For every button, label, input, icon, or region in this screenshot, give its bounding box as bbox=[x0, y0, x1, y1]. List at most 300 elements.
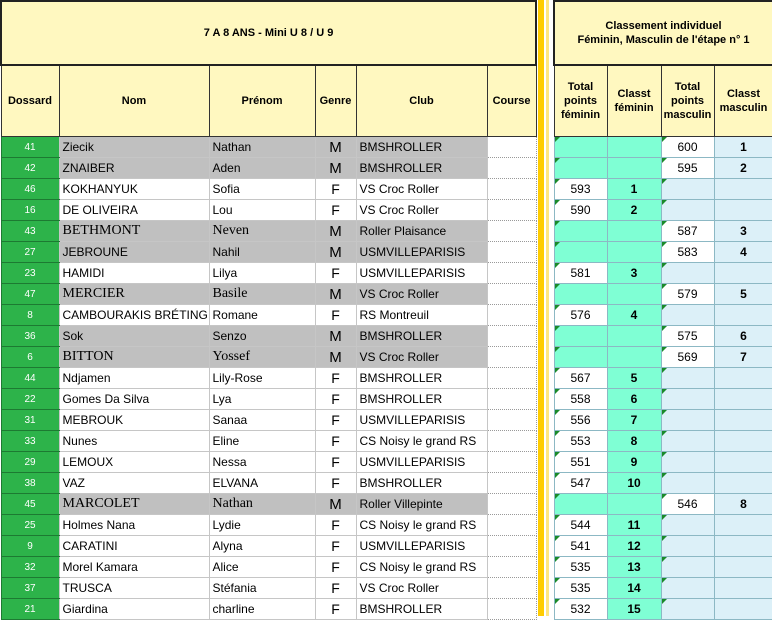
club-cell[interactable]: VS Croc Roller bbox=[356, 578, 487, 599]
prenom-cell[interactable]: Lilya bbox=[209, 263, 315, 284]
classt-masculin-cell[interactable] bbox=[714, 557, 772, 578]
classt-masculin-cell[interactable] bbox=[714, 305, 772, 326]
total-feminin-cell[interactable] bbox=[554, 221, 607, 242]
nom-cell[interactable]: JEBROUNE bbox=[59, 242, 209, 263]
classt-feminin-cell[interactable] bbox=[607, 242, 661, 263]
classt-feminin-cell[interactable]: 4 bbox=[607, 305, 661, 326]
total-feminin-cell[interactable]: 576 bbox=[554, 305, 607, 326]
classt-masculin-cell[interactable] bbox=[714, 473, 772, 494]
classt-feminin-cell[interactable]: 11 bbox=[607, 515, 661, 536]
total-masculin-cell[interactable] bbox=[661, 452, 714, 473]
course-cell[interactable] bbox=[487, 536, 536, 557]
classt-masculin-cell[interactable]: 7 bbox=[714, 347, 772, 368]
total-masculin-cell[interactable]: 579 bbox=[661, 284, 714, 305]
nom-cell[interactable]: VAZ bbox=[59, 473, 209, 494]
cell-marker-icon bbox=[555, 557, 560, 562]
genre-cell[interactable]: M bbox=[315, 326, 356, 347]
total-feminin-cell[interactable]: 551 bbox=[554, 452, 607, 473]
genre-cell[interactable]: M bbox=[315, 221, 356, 242]
prenom-cell[interactable]: Neven bbox=[209, 221, 315, 242]
dossard-cell[interactable]: 47 bbox=[1, 284, 59, 305]
classt-feminin-cell[interactable]: 9 bbox=[607, 452, 661, 473]
course-cell[interactable] bbox=[487, 347, 536, 368]
dossard-cell[interactable]: 32 bbox=[1, 557, 59, 578]
table-row[interactable] bbox=[1, 515, 536, 536]
club-cell[interactable]: BMSHROLLER bbox=[356, 599, 487, 620]
genre-cell[interactable]: F bbox=[315, 410, 356, 431]
total-masculin-cell[interactable] bbox=[661, 473, 714, 494]
genre-cell[interactable]: F bbox=[315, 578, 356, 599]
nom-cell[interactable]: HAMIDI bbox=[59, 263, 209, 284]
ranking-row[interactable] bbox=[554, 221, 772, 242]
total-feminin-cell[interactable] bbox=[554, 326, 607, 347]
classt-feminin-cell[interactable]: 10 bbox=[607, 473, 661, 494]
dossard-cell[interactable]: 42 bbox=[1, 158, 59, 179]
genre-cell[interactable]: F bbox=[315, 179, 356, 200]
classt-masculin-cell[interactable] bbox=[714, 179, 772, 200]
header-classt-feminin[interactable]: Classt féminin bbox=[607, 65, 661, 137]
cell-marker-icon bbox=[555, 158, 560, 163]
club-cell[interactable]: RS Montreuil bbox=[356, 305, 487, 326]
cell-marker-icon bbox=[555, 389, 560, 394]
course-cell[interactable] bbox=[487, 179, 536, 200]
classt-masculin-cell[interactable]: 4 bbox=[714, 242, 772, 263]
club-cell[interactable]: BMSHROLLER bbox=[356, 137, 487, 158]
table-row[interactable] bbox=[1, 389, 536, 410]
dossard-cell[interactable]: 33 bbox=[1, 431, 59, 452]
total-masculin-cell[interactable] bbox=[661, 599, 714, 620]
classt-masculin-cell[interactable] bbox=[714, 452, 772, 473]
classt-feminin-cell[interactable] bbox=[607, 137, 661, 158]
cell-marker-icon bbox=[662, 557, 667, 562]
club-cell[interactable]: USMVILLEPARISIS bbox=[356, 242, 487, 263]
course-cell[interactable] bbox=[487, 578, 536, 599]
course-cell[interactable] bbox=[487, 368, 536, 389]
prenom-cell[interactable]: ELVANA bbox=[209, 473, 315, 494]
total-feminin-cell[interactable]: 553 bbox=[554, 431, 607, 452]
table-row[interactable] bbox=[1, 473, 536, 494]
header-total-masculin[interactable]: Total points masculin bbox=[661, 65, 714, 137]
prenom-cell[interactable]: Eline bbox=[209, 431, 315, 452]
genre-cell[interactable]: F bbox=[315, 515, 356, 536]
table-row[interactable] bbox=[1, 599, 536, 620]
classt-feminin-cell[interactable] bbox=[607, 221, 661, 242]
ranking-row[interactable] bbox=[554, 578, 772, 599]
total-masculin-cell[interactable]: 600 bbox=[661, 137, 714, 158]
classt-feminin-cell[interactable] bbox=[607, 326, 661, 347]
classt-masculin-cell[interactable] bbox=[714, 578, 772, 599]
ranking-row[interactable] bbox=[554, 389, 772, 410]
course-cell[interactable] bbox=[487, 221, 536, 242]
club-cell[interactable]: Roller Plaisance bbox=[356, 221, 487, 242]
total-feminin-cell[interactable]: 547 bbox=[554, 473, 607, 494]
classt-feminin-cell[interactable] bbox=[607, 494, 661, 515]
course-cell[interactable] bbox=[487, 389, 536, 410]
ranking-row[interactable] bbox=[554, 431, 772, 452]
total-masculin-cell[interactable] bbox=[661, 431, 714, 452]
course-cell[interactable] bbox=[487, 284, 536, 305]
nom-cell[interactable]: DE OLIVEIRA bbox=[59, 200, 209, 221]
club-cell[interactable]: VS Croc Roller bbox=[356, 284, 487, 305]
table-row[interactable] bbox=[1, 326, 536, 347]
total-feminin-cell[interactable]: 541 bbox=[554, 536, 607, 557]
table-row[interactable] bbox=[1, 242, 536, 263]
genre-cell[interactable]: F bbox=[315, 263, 356, 284]
table-row[interactable] bbox=[1, 578, 536, 599]
nom-cell[interactable]: Morel Kamara bbox=[59, 557, 209, 578]
nom-cell[interactable]: KOKHANYUK bbox=[59, 179, 209, 200]
classt-masculin-cell[interactable] bbox=[714, 410, 772, 431]
club-cell[interactable]: BMSHROLLER bbox=[356, 389, 487, 410]
total-masculin-cell[interactable] bbox=[661, 368, 714, 389]
header-prenom[interactable]: Prénom bbox=[209, 65, 315, 137]
total-masculin-cell[interactable] bbox=[661, 578, 714, 599]
nom-cell[interactable]: Ziecik bbox=[59, 137, 209, 158]
nom-cell[interactable]: CARATINI bbox=[59, 536, 209, 557]
classt-masculin-cell[interactable] bbox=[714, 389, 772, 410]
cell-marker-icon bbox=[662, 179, 667, 184]
cell-marker-icon bbox=[662, 347, 667, 352]
genre-cell[interactable]: M bbox=[315, 242, 356, 263]
table-row[interactable] bbox=[1, 368, 536, 389]
course-cell[interactable] bbox=[487, 326, 536, 347]
prenom-cell[interactable]: Nathan bbox=[209, 137, 315, 158]
total-feminin-cell[interactable] bbox=[554, 137, 607, 158]
ranking-row[interactable] bbox=[554, 599, 772, 620]
total-feminin-cell[interactable]: 593 bbox=[554, 179, 607, 200]
classt-masculin-cell[interactable] bbox=[714, 431, 772, 452]
nom-cell[interactable]: LEMOUX bbox=[59, 452, 209, 473]
club-cell[interactable]: USMVILLEPARISIS bbox=[356, 263, 487, 284]
prenom-cell[interactable]: Lya bbox=[209, 389, 315, 410]
genre-cell[interactable]: M bbox=[315, 494, 356, 515]
table-row[interactable] bbox=[1, 179, 536, 200]
genre-cell[interactable]: M bbox=[315, 158, 356, 179]
prenom-cell[interactable]: Yossef bbox=[209, 347, 315, 368]
dossard-cell[interactable]: 38 bbox=[1, 473, 59, 494]
nom-cell[interactable]: Gomes Da Silva bbox=[59, 389, 209, 410]
ranking-row[interactable] bbox=[554, 179, 772, 200]
genre-cell[interactable]: F bbox=[315, 536, 356, 557]
dossard-cell[interactable]: 16 bbox=[1, 200, 59, 221]
cell-marker-icon bbox=[555, 305, 560, 310]
table-row[interactable] bbox=[1, 494, 536, 515]
cell-marker-icon bbox=[662, 410, 667, 415]
classt-masculin-cell[interactable] bbox=[714, 515, 772, 536]
prenom-cell[interactable]: Sofia bbox=[209, 179, 315, 200]
ranking-row[interactable] bbox=[554, 536, 772, 557]
classt-feminin-cell[interactable]: 5 bbox=[607, 368, 661, 389]
classt-masculin-cell[interactable]: 5 bbox=[714, 284, 772, 305]
total-masculin-cell[interactable]: 569 bbox=[661, 347, 714, 368]
genre-cell[interactable]: M bbox=[315, 284, 356, 305]
nom-cell[interactable]: BITTON bbox=[59, 347, 209, 368]
total-masculin-cell[interactable] bbox=[661, 389, 714, 410]
total-masculin-cell[interactable] bbox=[661, 263, 714, 284]
table-row[interactable] bbox=[1, 557, 536, 578]
ranking-row[interactable] bbox=[554, 326, 772, 347]
classt-feminin-cell[interactable]: 2 bbox=[607, 200, 661, 221]
total-masculin-cell[interactable] bbox=[661, 179, 714, 200]
prenom-cell[interactable]: Sanaa bbox=[209, 410, 315, 431]
nom-cell[interactable]: ZNAIBER bbox=[59, 158, 209, 179]
dossard-cell[interactable]: 44 bbox=[1, 368, 59, 389]
dossard-cell[interactable]: 9 bbox=[1, 536, 59, 557]
course-cell[interactable] bbox=[487, 473, 536, 494]
classt-masculin-cell[interactable]: 8 bbox=[714, 494, 772, 515]
header-nom[interactable]: Nom bbox=[59, 65, 209, 137]
table-row[interactable] bbox=[1, 347, 536, 368]
course-cell[interactable] bbox=[487, 410, 536, 431]
dossard-cell[interactable]: 21 bbox=[1, 599, 59, 620]
total-feminin-cell[interactable]: 535 bbox=[554, 578, 607, 599]
genre-cell[interactable]: F bbox=[315, 599, 356, 620]
club-cell[interactable]: BMSHROLLER bbox=[356, 326, 487, 347]
category-title: 7 A 8 ANS - Mini U 8 / U 9 bbox=[1, 1, 536, 65]
dossard-cell[interactable]: 46 bbox=[1, 179, 59, 200]
total-masculin-cell[interactable] bbox=[661, 305, 714, 326]
classt-feminin-cell[interactable]: 3 bbox=[607, 263, 661, 284]
total-masculin-cell[interactable] bbox=[661, 557, 714, 578]
prenom-cell[interactable]: Aden bbox=[209, 158, 315, 179]
classt-feminin-cell[interactable]: 7 bbox=[607, 410, 661, 431]
total-feminin-cell[interactable] bbox=[554, 494, 607, 515]
ranking-row[interactable] bbox=[554, 368, 772, 389]
ranking-row[interactable] bbox=[554, 347, 772, 368]
course-cell[interactable] bbox=[487, 599, 536, 620]
genre-cell[interactable]: F bbox=[315, 452, 356, 473]
dossard-cell[interactable]: 22 bbox=[1, 389, 59, 410]
classt-masculin-cell[interactable]: 6 bbox=[714, 326, 772, 347]
total-masculin-cell[interactable] bbox=[661, 200, 714, 221]
classt-masculin-cell[interactable]: 1 bbox=[714, 137, 772, 158]
total-masculin-cell[interactable]: 587 bbox=[661, 221, 714, 242]
ranking-row[interactable] bbox=[554, 200, 772, 221]
table-row[interactable] bbox=[1, 431, 536, 452]
total-feminin-cell[interactable]: 556 bbox=[554, 410, 607, 431]
classt-masculin-cell[interactable] bbox=[714, 599, 772, 620]
club-cell[interactable]: Roller Villepinte bbox=[356, 494, 487, 515]
ranking-row[interactable] bbox=[554, 284, 772, 305]
total-masculin-cell[interactable]: 575 bbox=[661, 326, 714, 347]
club-cell[interactable]: USMVILLEPARISIS bbox=[356, 410, 487, 431]
course-cell[interactable] bbox=[487, 452, 536, 473]
classt-masculin-cell[interactable] bbox=[714, 263, 772, 284]
prenom-cell[interactable]: Alyna bbox=[209, 536, 315, 557]
ranking-row[interactable] bbox=[554, 305, 772, 326]
ranking-row[interactable] bbox=[554, 494, 772, 515]
prenom-cell[interactable]: Nahil bbox=[209, 242, 315, 263]
nom-cell[interactable]: TRUSCA bbox=[59, 578, 209, 599]
total-masculin-cell[interactable] bbox=[661, 515, 714, 536]
dossard-cell[interactable]: 23 bbox=[1, 263, 59, 284]
classt-feminin-cell[interactable] bbox=[607, 347, 661, 368]
prenom-cell[interactable]: Alice bbox=[209, 557, 315, 578]
genre-cell[interactable]: F bbox=[315, 431, 356, 452]
prenom-cell[interactable]: Lydie bbox=[209, 515, 315, 536]
course-cell[interactable] bbox=[487, 305, 536, 326]
genre-cell[interactable]: F bbox=[315, 368, 356, 389]
classt-feminin-cell[interactable]: 14 bbox=[607, 578, 661, 599]
header-course[interactable]: Course bbox=[487, 65, 536, 137]
table-row[interactable] bbox=[1, 452, 536, 473]
cell-marker-icon bbox=[662, 431, 667, 436]
nom-cell[interactable]: Ndjamen bbox=[59, 368, 209, 389]
dossard-cell[interactable]: 31 bbox=[1, 410, 59, 431]
club-cell[interactable]: BMSHROLLER bbox=[356, 158, 487, 179]
total-feminin-cell[interactable]: 544 bbox=[554, 515, 607, 536]
dossard-cell[interactable]: 6 bbox=[1, 347, 59, 368]
header-classt-masculin[interactable]: Classt masculin bbox=[714, 65, 772, 137]
table-row[interactable] bbox=[1, 200, 536, 221]
total-feminin-cell[interactable]: 535 bbox=[554, 557, 607, 578]
total-feminin-cell[interactable]: 590 bbox=[554, 200, 607, 221]
total-masculin-cell[interactable]: 595 bbox=[661, 158, 714, 179]
course-cell[interactable] bbox=[487, 515, 536, 536]
dossard-cell[interactable]: 25 bbox=[1, 515, 59, 536]
table-row[interactable] bbox=[1, 137, 536, 158]
classt-feminin-cell[interactable] bbox=[607, 284, 661, 305]
total-feminin-cell[interactable]: 567 bbox=[554, 368, 607, 389]
classt-feminin-cell[interactable]: 15 bbox=[607, 599, 661, 620]
genre-cell[interactable]: F bbox=[315, 200, 356, 221]
classt-feminin-cell[interactable]: 13 bbox=[607, 557, 661, 578]
total-masculin-cell[interactable]: 546 bbox=[661, 494, 714, 515]
prenom-cell[interactable]: Stéfania bbox=[209, 578, 315, 599]
genre-cell[interactable]: F bbox=[315, 557, 356, 578]
nom-cell[interactable]: Giardina bbox=[59, 599, 209, 620]
total-feminin-cell[interactable] bbox=[554, 347, 607, 368]
table-row[interactable] bbox=[1, 536, 536, 557]
cell-marker-icon bbox=[555, 200, 560, 205]
genre-cell[interactable]: M bbox=[315, 347, 356, 368]
total-masculin-cell[interactable]: 583 bbox=[661, 242, 714, 263]
prenom-cell[interactable]: Nessa bbox=[209, 452, 315, 473]
genre-cell[interactable]: F bbox=[315, 473, 356, 494]
ranking-row[interactable] bbox=[554, 515, 772, 536]
header-total-feminin[interactable]: Total points féminin bbox=[554, 65, 607, 137]
course-cell[interactable] bbox=[487, 242, 536, 263]
ranking-row[interactable] bbox=[554, 452, 772, 473]
table-row[interactable] bbox=[1, 410, 536, 431]
header-genre[interactable]: Genre bbox=[315, 65, 356, 137]
prenom-cell[interactable]: Senzo bbox=[209, 326, 315, 347]
prenom-cell[interactable]: Nathan bbox=[209, 494, 315, 515]
prenom-cell[interactable]: Lou bbox=[209, 200, 315, 221]
prenom-cell[interactable]: Lily-Rose bbox=[209, 368, 315, 389]
table-row[interactable] bbox=[1, 263, 536, 284]
cell-marker-icon bbox=[555, 347, 560, 352]
prenom-cell[interactable]: Romane bbox=[209, 305, 315, 326]
classt-feminin-cell[interactable]: 6 bbox=[607, 389, 661, 410]
club-cell[interactable]: VS Croc Roller bbox=[356, 179, 487, 200]
ranking-row[interactable] bbox=[554, 242, 772, 263]
prenom-cell[interactable]: Basile bbox=[209, 284, 315, 305]
club-cell[interactable]: CS Noisy le grand RS bbox=[356, 557, 487, 578]
total-feminin-cell[interactable]: 558 bbox=[554, 389, 607, 410]
classt-masculin-cell[interactable]: 2 bbox=[714, 158, 772, 179]
nom-cell[interactable]: Nunes bbox=[59, 431, 209, 452]
cell-marker-icon bbox=[662, 578, 667, 583]
table-row[interactable] bbox=[1, 284, 536, 305]
total-masculin-cell[interactable] bbox=[661, 410, 714, 431]
classt-masculin-cell[interactable] bbox=[714, 536, 772, 557]
nom-cell[interactable]: Sok bbox=[59, 326, 209, 347]
club-cell[interactable]: USMVILLEPARISIS bbox=[356, 536, 487, 557]
table-row[interactable] bbox=[1, 221, 536, 242]
classt-feminin-cell[interactable]: 8 bbox=[607, 431, 661, 452]
dossard-cell[interactable]: 27 bbox=[1, 242, 59, 263]
dossard-cell[interactable]: 41 bbox=[1, 137, 59, 158]
ranking-row[interactable] bbox=[554, 137, 772, 158]
club-cell[interactable]: CS Noisy le grand RS bbox=[356, 431, 487, 452]
table-row[interactable] bbox=[1, 305, 536, 326]
classt-masculin-cell[interactable] bbox=[714, 200, 772, 221]
dossard-cell[interactable]: 8 bbox=[1, 305, 59, 326]
nom-cell[interactable]: Holmes Nana bbox=[59, 515, 209, 536]
ranking-row[interactable] bbox=[554, 557, 772, 578]
course-cell[interactable] bbox=[487, 137, 536, 158]
club-cell[interactable]: CS Noisy le grand RS bbox=[356, 515, 487, 536]
ranking-row[interactable] bbox=[554, 158, 772, 179]
ranking-row[interactable] bbox=[554, 263, 772, 284]
classt-masculin-cell[interactable]: 3 bbox=[714, 221, 772, 242]
total-feminin-cell[interactable] bbox=[554, 284, 607, 305]
genre-cell[interactable]: F bbox=[315, 305, 356, 326]
club-cell[interactable]: BMSHROLLER bbox=[356, 368, 487, 389]
table-row[interactable] bbox=[1, 158, 536, 179]
course-cell[interactable] bbox=[487, 200, 536, 221]
nom-cell[interactable]: MARCOLET bbox=[59, 494, 209, 515]
nom-cell[interactable]: BETHMONT bbox=[59, 221, 209, 242]
dossard-cell[interactable]: 29 bbox=[1, 452, 59, 473]
dossard-cell[interactable]: 36 bbox=[1, 326, 59, 347]
classt-feminin-cell[interactable]: 1 bbox=[607, 179, 661, 200]
genre-cell[interactable]: M bbox=[315, 137, 356, 158]
course-cell[interactable] bbox=[487, 557, 536, 578]
cell-marker-icon bbox=[555, 326, 560, 331]
course-cell[interactable] bbox=[487, 494, 536, 515]
ranking-row[interactable] bbox=[554, 410, 772, 431]
genre-cell[interactable]: F bbox=[315, 389, 356, 410]
header-club[interactable]: Club bbox=[356, 65, 487, 137]
total-feminin-cell[interactable] bbox=[554, 242, 607, 263]
club-cell[interactable]: VS Croc Roller bbox=[356, 347, 487, 368]
prenom-cell[interactable]: charline bbox=[209, 599, 315, 620]
dossard-cell[interactable]: 45 bbox=[1, 494, 59, 515]
total-masculin-cell[interactable] bbox=[661, 536, 714, 557]
nom-cell[interactable]: MERCIER bbox=[59, 284, 209, 305]
classt-feminin-cell[interactable]: 12 bbox=[607, 536, 661, 557]
total-feminin-cell[interactable] bbox=[554, 158, 607, 179]
course-cell[interactable] bbox=[487, 158, 536, 179]
nom-cell[interactable]: CAMBOURAKIS BRÉTING bbox=[59, 305, 209, 326]
course-cell[interactable] bbox=[487, 431, 536, 452]
club-cell[interactable]: BMSHROLLER bbox=[356, 473, 487, 494]
course-cell[interactable] bbox=[487, 263, 536, 284]
club-cell[interactable]: VS Croc Roller bbox=[356, 200, 487, 221]
club-cell[interactable]: USMVILLEPARISIS bbox=[356, 452, 487, 473]
header-dossard[interactable]: Dossard bbox=[1, 65, 59, 137]
total-feminin-cell[interactable]: 532 bbox=[554, 599, 607, 620]
dossard-cell[interactable]: 37 bbox=[1, 578, 59, 599]
nom-cell[interactable]: MEBROUK bbox=[59, 410, 209, 431]
classt-masculin-cell[interactable] bbox=[714, 368, 772, 389]
total-feminin-cell[interactable]: 581 bbox=[554, 263, 607, 284]
dossard-cell[interactable]: 43 bbox=[1, 221, 59, 242]
ranking-row[interactable] bbox=[554, 473, 772, 494]
classt-feminin-cell[interactable] bbox=[607, 158, 661, 179]
